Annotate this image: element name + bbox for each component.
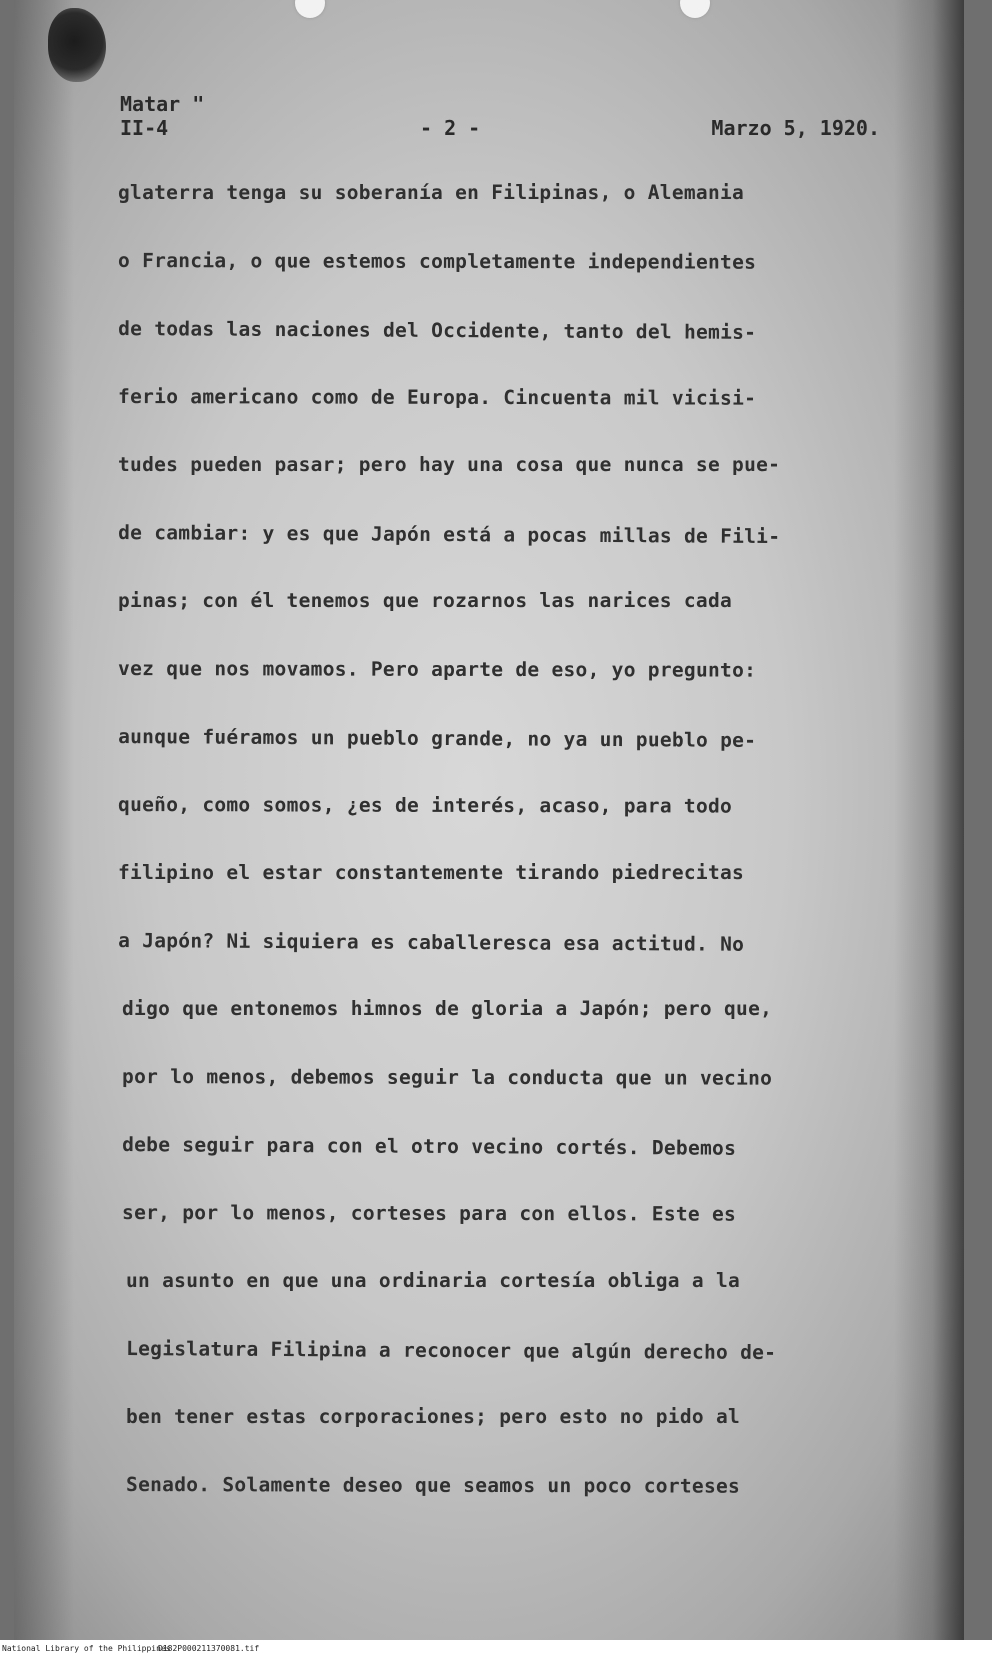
text-line: pinas; con él tenemos que rozarnos las narices cada xyxy=(118,589,733,612)
text-line: ferio americano como de Europa. Cincuenta mil vicisi- xyxy=(118,385,757,410)
paper-shadow-left xyxy=(14,0,74,1640)
footer-filename: D182P000211370081.tif xyxy=(158,1644,260,1653)
page-header xyxy=(120,92,880,152)
text-line: Legislatura Filipina a reconocer que algún derecho de- xyxy=(126,1337,777,1365)
header-reference xyxy=(120,92,204,140)
text-line: glaterra tenga su soberanía en Filipinas, o Alemania xyxy=(118,181,745,204)
text-line: ser, por lo menos, corteses para con ellos. Este es xyxy=(122,1201,737,1226)
paper-shadow-right xyxy=(894,0,964,1640)
ink-blot xyxy=(48,8,106,82)
footer-library: National Library of the Philippines xyxy=(2,1644,171,1653)
text-line: ben tener estas corporaciones; pero esto no pido al xyxy=(126,1405,741,1428)
text-line: a Japón? Ni siquiera es caballeresca esa actitud. No xyxy=(118,929,745,956)
typed-body xyxy=(118,178,858,1538)
document-date: Marzo 5, 1920. xyxy=(711,116,880,140)
text-line: debe seguir para con el otro vecino cortés. Debemos xyxy=(122,1133,737,1160)
text-line: de todas las naciones del Occidente, tanto del hemis- xyxy=(118,317,757,344)
text-line: o Francia, o que estemos completamente independientes xyxy=(118,249,757,274)
text-line: Senado. Solamente deseo que seamos un poco corteses xyxy=(126,1473,741,1498)
header-section: II-4 xyxy=(120,116,169,140)
text-line: aunque fuéramos un pueblo grande, no ya un pueblo pe- xyxy=(118,725,757,752)
text-line: filipino el estar constantemente tirando piedrecitas xyxy=(118,861,745,884)
text-line: digo que entonemos himnos de gloria a Japón; pero que, xyxy=(122,997,773,1020)
header-author: Matar " xyxy=(120,92,205,116)
text-line: queño, como somos, ¿es de interés, acaso, para todo xyxy=(118,793,733,818)
text-line: por lo menos, debemos seguir la conducta que un vecino xyxy=(122,1065,773,1090)
text-line: tudes pueden pasar; pero hay una cosa que nunca se pue- xyxy=(118,453,781,476)
page-number: - 2 - xyxy=(420,116,481,140)
text-line: vez que nos movamos. Pero aparte de eso, yo pregunto: xyxy=(118,657,757,682)
scan-footer xyxy=(0,1640,992,1658)
text-line: de cambiar: y es que Japón está a pocas millas de Fili- xyxy=(118,521,781,549)
text-line: un asunto en que una ordinaria cortesía obliga a la xyxy=(126,1269,741,1292)
